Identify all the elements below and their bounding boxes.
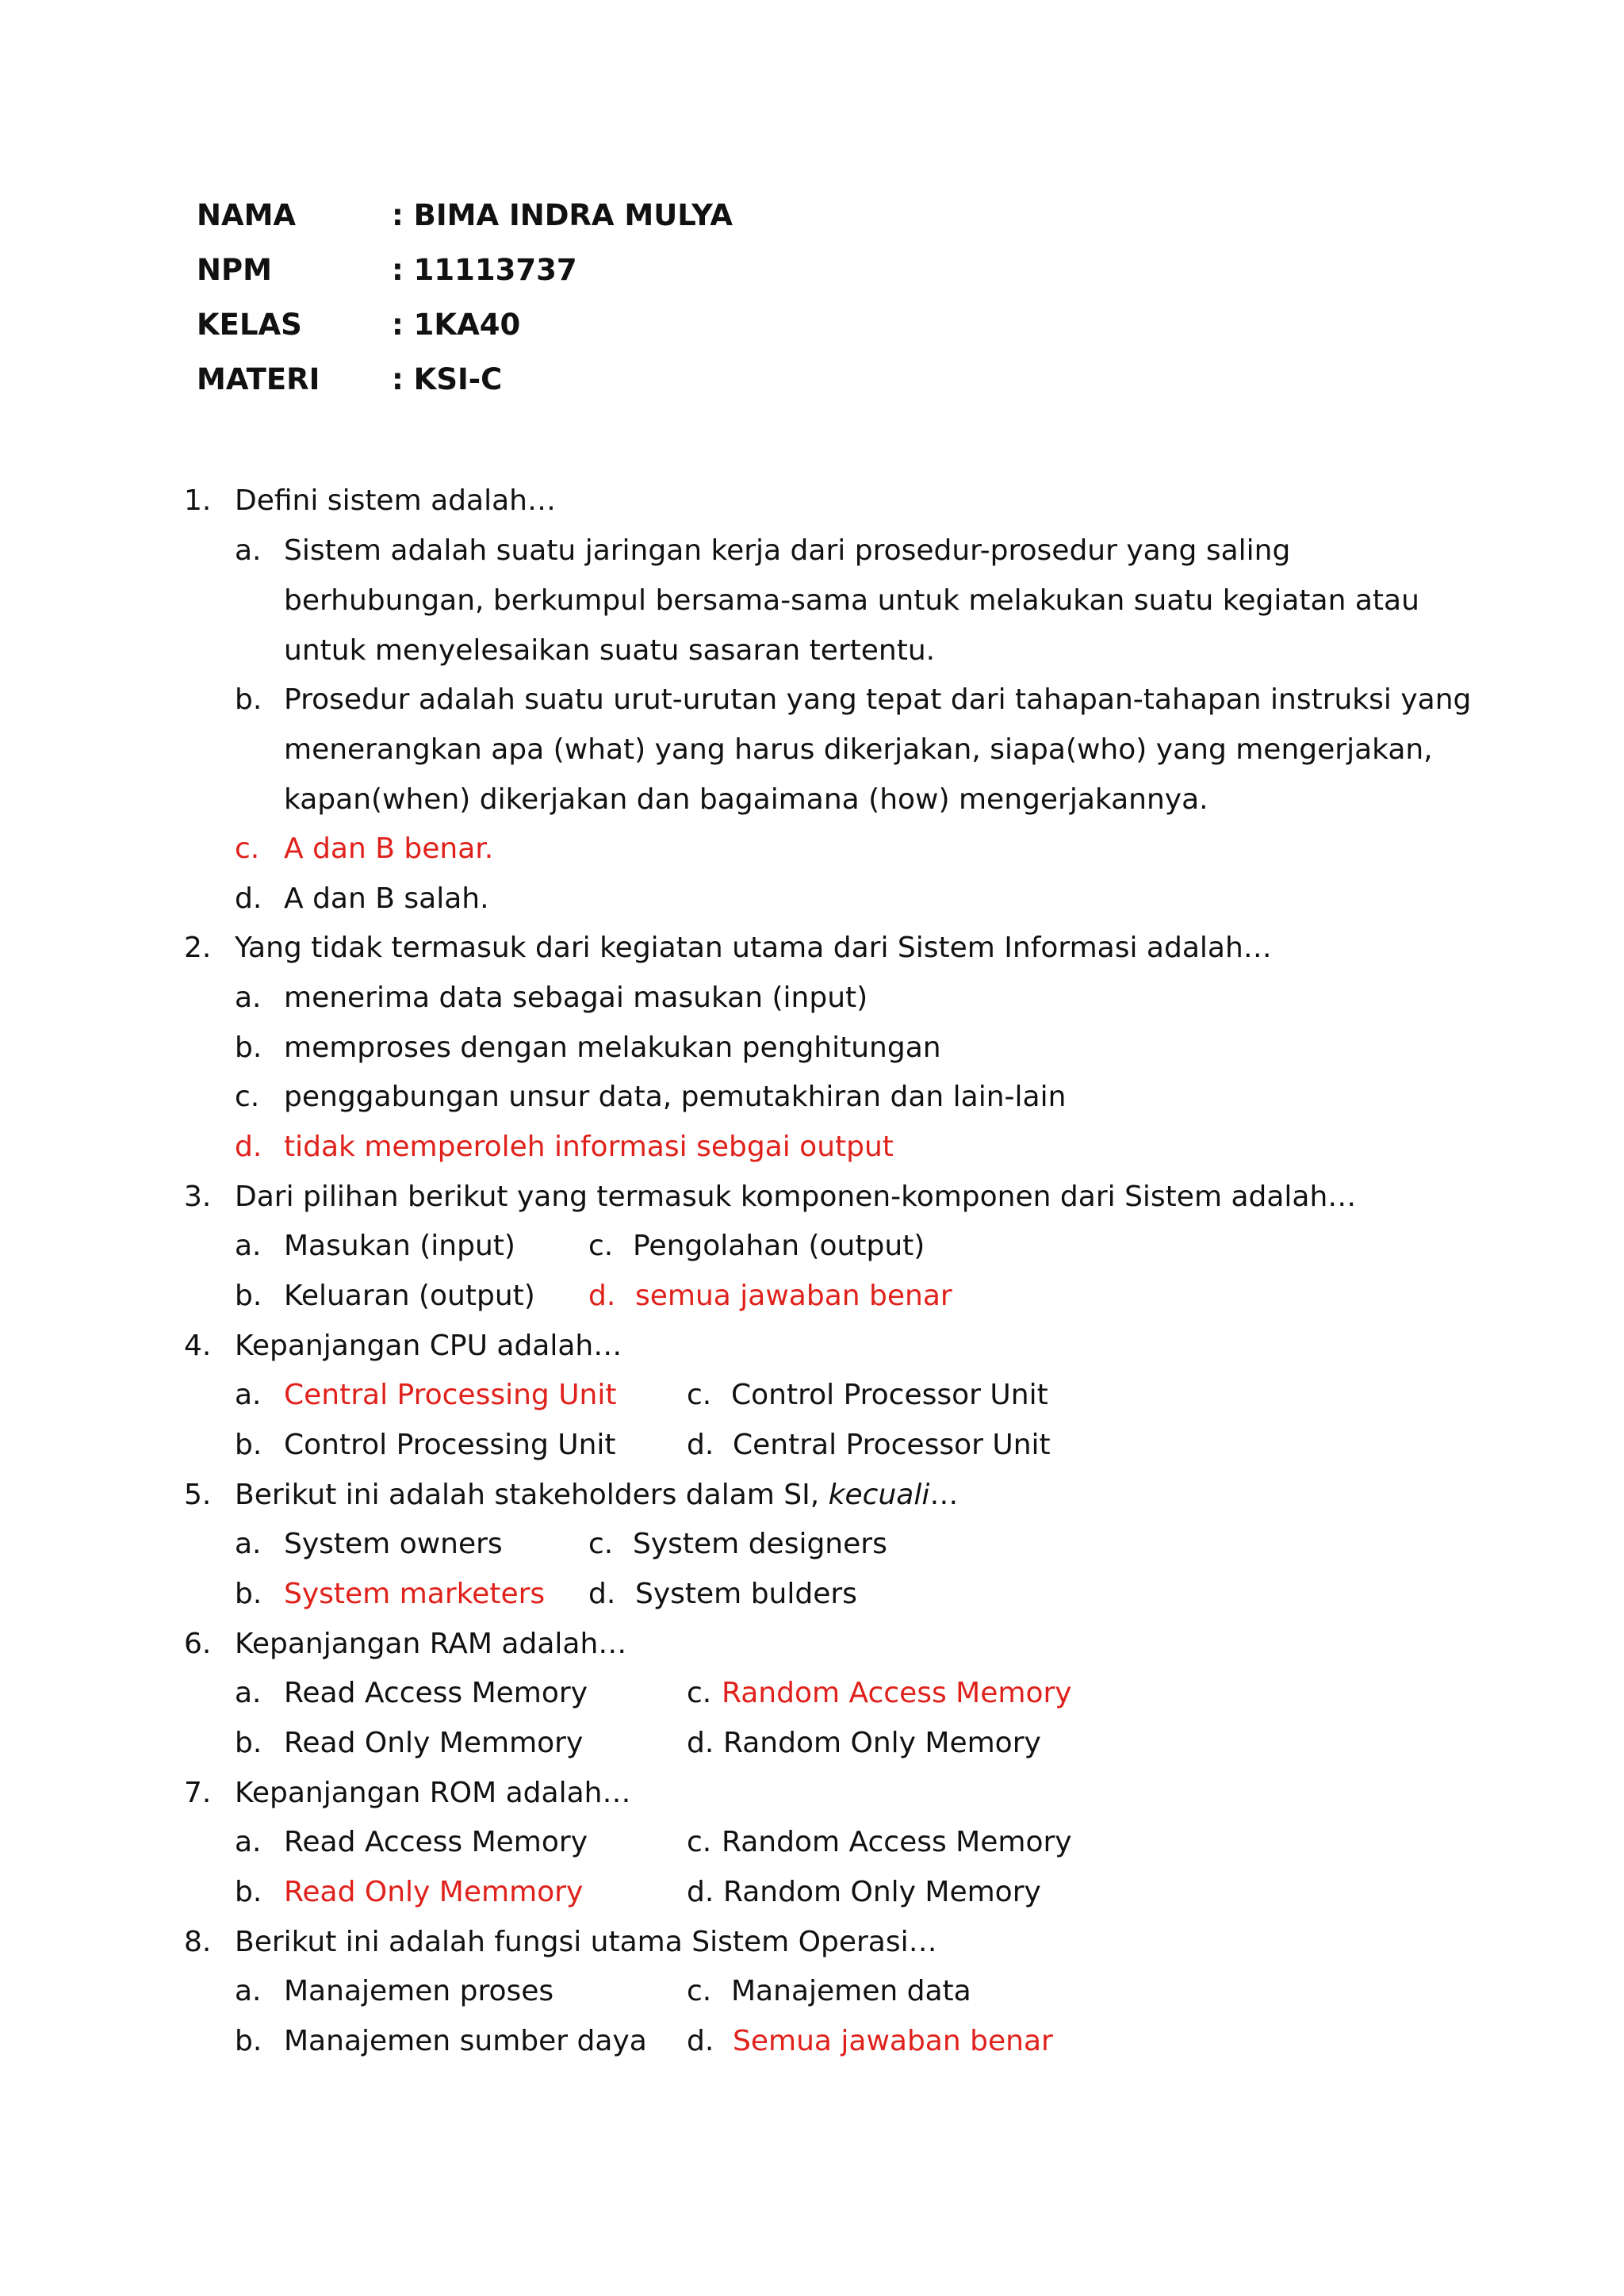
option-text: menerangkan apa (what) yang harus dikerjakan, siapa(who) yang mengerjakan, bbox=[284, 733, 1433, 766]
option-row bbox=[0, 1272, 1624, 1321]
option-letter-correct: d. bbox=[588, 1280, 616, 1312]
option-text: System owners bbox=[284, 1528, 503, 1560]
option-letter: b. bbox=[235, 683, 262, 716]
option-text-correct: semua jawaban benar bbox=[635, 1280, 952, 1312]
option-text-correct: Random Access Memory bbox=[722, 1677, 1072, 1709]
option-letter: b. bbox=[235, 1429, 262, 1461]
option-letter: a. bbox=[235, 1826, 262, 1858]
option-text: Manajemen sumber daya bbox=[284, 2025, 647, 2057]
option-letter: a. bbox=[235, 1230, 262, 1262]
option-text: Control Processor Unit bbox=[731, 1379, 1048, 1411]
option-text: A dan B benar. bbox=[284, 832, 494, 865]
option-letter: a. bbox=[235, 1677, 262, 1709]
question-number: 7. bbox=[184, 1777, 212, 1809]
option-text: penggabungan unsur data, pemutakhiran dan lain-lain bbox=[284, 1081, 1067, 1113]
option-text: memproses dengan melakukan penghitungan bbox=[284, 1031, 941, 1064]
option-letter: d. bbox=[687, 1876, 714, 1908]
option-text: Random Only Memory bbox=[723, 1876, 1041, 1908]
option-row bbox=[0, 1421, 1624, 1470]
option-letter: d. bbox=[687, 1727, 714, 1759]
option-letter: a. bbox=[235, 1379, 262, 1411]
question-text: Kepanjangan ROM adalah… bbox=[235, 1777, 631, 1809]
option-row bbox=[0, 1669, 1624, 1718]
option-letter: c. bbox=[687, 1379, 712, 1411]
question-text bbox=[235, 1471, 958, 1520]
option-letter: c. bbox=[588, 1528, 614, 1560]
option-text: A dan B salah. bbox=[284, 882, 489, 915]
question-text: Kepanjangan CPU adalah… bbox=[235, 1330, 622, 1362]
option-text: Central Processor Unit bbox=[733, 1429, 1051, 1461]
option-text: Read Access Memory bbox=[284, 1826, 588, 1858]
option-text: Sistem adalah suatu jaringan kerja dari prosedur-prosedur yang saling bbox=[284, 534, 1291, 567]
option-text: berhubungan, berkumpul bersama-sama untuk melakukan suatu kegiatan atau bbox=[284, 584, 1419, 617]
option-letter: c. bbox=[687, 1677, 712, 1709]
header-value: : 1KA40 bbox=[392, 308, 521, 342]
question-number: 5. bbox=[184, 1479, 212, 1511]
option-text-correct: Read Only Memmory bbox=[284, 1876, 584, 1908]
option-letter: c. bbox=[687, 1975, 712, 2007]
option-letter: a. bbox=[235, 534, 262, 567]
header-label: NPM bbox=[197, 253, 272, 287]
option-letter: b. bbox=[235, 2025, 262, 2057]
question-text-ellipsis: … bbox=[929, 1479, 959, 1511]
option-text: Keluaran (output) bbox=[284, 1280, 535, 1312]
option-row bbox=[0, 1868, 1624, 1917]
question-text: Kepanjangan RAM adalah… bbox=[235, 1628, 627, 1660]
option-letter: d. bbox=[235, 882, 262, 915]
question-text-italic: kecuali bbox=[828, 1479, 930, 1511]
option-text: Control Processing Unit bbox=[284, 1429, 616, 1461]
option-letter: d. bbox=[588, 1578, 616, 1610]
header-label: KELAS bbox=[197, 308, 302, 342]
question-text-main: Berikut ini adalah stakeholders dalam SI, bbox=[235, 1479, 829, 1511]
option-letter: d. bbox=[235, 1131, 262, 1163]
option-row bbox=[0, 1520, 1624, 1569]
option-row bbox=[0, 1967, 1624, 2016]
option-text: Random Only Memory bbox=[723, 1727, 1041, 1759]
question-text: Yang tidak termasuk dari kegiatan utama dari Sistem Informasi adalah… bbox=[235, 932, 1272, 964]
question-number: 1. bbox=[184, 484, 212, 517]
option-text: Prosedur adalah suatu urut-urutan yang tepat dari tahapan-tahapan instruksi yang bbox=[284, 683, 1472, 716]
option-text: Read Only Memmory bbox=[284, 1727, 584, 1759]
option-text: Manajemen data bbox=[731, 1975, 971, 2007]
option-text-correct: Central Processing Unit bbox=[284, 1379, 617, 1411]
option-letter: b. bbox=[235, 1876, 262, 1908]
option-letter: a. bbox=[235, 1528, 262, 1560]
option-row bbox=[0, 1818, 1624, 1867]
question-text: Defini sistem adalah… bbox=[235, 484, 556, 517]
question-number: 3. bbox=[184, 1181, 212, 1213]
question-number: 4. bbox=[184, 1330, 212, 1362]
option-letter: d. bbox=[687, 2025, 714, 2057]
option-text: Masukan (input) bbox=[284, 1230, 515, 1262]
option-text: Read Access Memory bbox=[284, 1677, 588, 1709]
option-letter: a. bbox=[235, 982, 262, 1014]
question-number: 2. bbox=[184, 932, 212, 964]
option-text: System designers bbox=[633, 1528, 887, 1560]
header-value: : BIMA INDRA MULYA bbox=[392, 198, 733, 232]
option-text: menerima data sebagai masukan (input) bbox=[284, 982, 868, 1014]
header-value: : KSI-C bbox=[392, 362, 503, 396]
option-row bbox=[0, 1371, 1624, 1420]
option-text: kapan(when) dikerjakan dan bagaimana (how) mengerjakannya. bbox=[284, 783, 1208, 816]
option-row bbox=[0, 1570, 1624, 1619]
option-letter: b. bbox=[235, 1727, 262, 1759]
option-letter: b. bbox=[235, 1031, 262, 1064]
option-row bbox=[0, 1719, 1624, 1768]
question-text: Berikut ini adalah fungsi utama Sistem Operasi… bbox=[235, 1926, 937, 1958]
option-row bbox=[0, 2017, 1624, 2066]
option-text: tidak memperoleh informasi sebgai output bbox=[284, 1131, 894, 1163]
option-letter: c. bbox=[588, 1230, 614, 1262]
option-text: Pengolahan (output) bbox=[633, 1230, 925, 1262]
option-letter: b. bbox=[235, 1280, 262, 1312]
option-letter: c. bbox=[235, 832, 260, 865]
question-number: 8. bbox=[184, 1926, 212, 1958]
option-text-correct: Semua jawaban benar bbox=[733, 2025, 1053, 2057]
header-value: : 11113737 bbox=[392, 253, 577, 287]
question-number: 6. bbox=[184, 1628, 212, 1660]
option-letter: b. bbox=[235, 1578, 262, 1610]
header-label: MATERI bbox=[197, 362, 320, 396]
header-label: NAMA bbox=[197, 198, 297, 232]
option-text: Random Access Memory bbox=[722, 1826, 1072, 1858]
option-letter: c. bbox=[235, 1081, 260, 1113]
option-text: System bulders bbox=[635, 1578, 857, 1610]
question-text: Dari pilihan berikut yang termasuk komponen-komponen dari Sistem adalah… bbox=[235, 1181, 1357, 1213]
option-letter: d. bbox=[687, 1429, 714, 1461]
option-text: Manajemen proses bbox=[284, 1975, 554, 2007]
option-letter: c. bbox=[687, 1826, 712, 1858]
option-letter: a. bbox=[235, 1975, 262, 2007]
option-text: untuk menyelesaikan suatu sasaran tertentu. bbox=[284, 634, 936, 667]
option-row bbox=[0, 1222, 1624, 1271]
option-text-correct: System marketers bbox=[284, 1578, 546, 1610]
